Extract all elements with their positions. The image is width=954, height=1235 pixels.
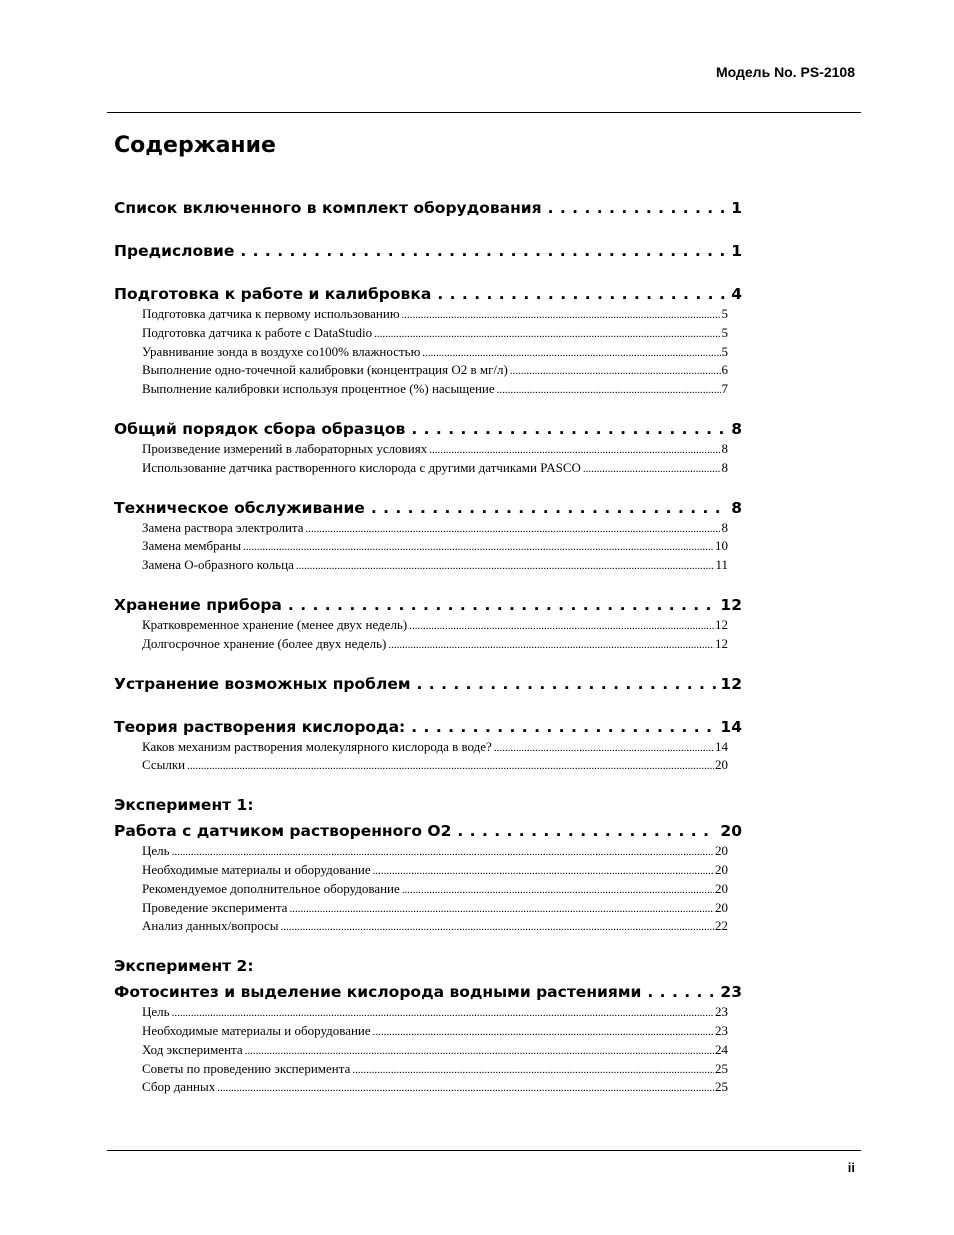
toc-subsection-title: Произведение измерений в лабораторных условиях (142, 440, 428, 456)
section-gap (114, 775, 742, 794)
toc-dot-leader (281, 917, 714, 936)
toc-dot-leader (457, 820, 716, 842)
toc-subsection-title: Подготовка датчика к первому использованию (142, 306, 400, 321)
toc-dot-leader (373, 1022, 714, 1041)
toc-subsection-entry[interactable] (142, 1022, 728, 1041)
toc-dot-leader (583, 459, 721, 478)
toc-dot-leader (374, 324, 720, 343)
toc-subsection-entry[interactable] (142, 537, 728, 556)
toc-subsection-entry[interactable] (142, 616, 728, 635)
toc-subsection-title: Выполнение одно-точечной калибровки (концентрация O2 в мг/л) (142, 362, 508, 378)
toc-subsection-entry[interactable] (142, 1003, 728, 1022)
toc-dot-leader (187, 756, 714, 775)
toc-subsection-title: Проведение эксперимента (142, 899, 288, 915)
toc-subsection-entry[interactable] (142, 440, 728, 459)
toc-subsection-page: 14 (715, 738, 728, 754)
toc-subsection-title: Сбор данных (142, 1079, 216, 1095)
toc-dot-leader (288, 594, 717, 616)
toc-subsection-entry[interactable] (142, 380, 728, 399)
toc-subsection-page: 22 (715, 918, 728, 934)
footer-rule (107, 1150, 861, 1151)
toc-subsection-title: Замена мембраны (142, 538, 242, 554)
section-gap (114, 575, 742, 594)
toc-subsection-page: 8 (721, 519, 728, 535)
toc-subsection-page: 12 (715, 616, 728, 632)
toc-subsection-page: 8 (721, 459, 728, 475)
toc-subsection-title: Цель (142, 1004, 170, 1020)
toc-dot-leader (352, 1060, 714, 1079)
toc-subsection-title: Долгосрочное хранение (более двух недель) (142, 635, 387, 651)
section-gap (114, 262, 742, 283)
toc-section-entry[interactable] (114, 497, 742, 519)
toc-subsection-title: Цель (142, 843, 170, 859)
toc-subsection-entry[interactable] (142, 917, 728, 936)
toc-dot-leader (243, 537, 714, 556)
section-gap (114, 936, 742, 955)
toc-subsection-title: Каков механизм растворения молекулярного кислорода в воде? (142, 738, 492, 754)
toc-dot-leader (373, 861, 714, 880)
toc-section-entry[interactable] (114, 594, 742, 616)
toc-dot-leader (411, 716, 716, 738)
toc-subsection-entry[interactable] (142, 343, 728, 362)
toc-subsection-page: 20 (715, 880, 728, 896)
toc-section-title: Предисловие (114, 242, 235, 260)
toc-dot-leader (172, 1003, 714, 1022)
toc-subsection-entry[interactable] (142, 861, 728, 880)
section-gap (114, 478, 742, 497)
toc-subsection-title: Ссылки (142, 757, 186, 773)
toc-dot-leader (172, 842, 714, 861)
section-gap (114, 399, 742, 418)
toc-subsection-entry[interactable] (142, 842, 728, 861)
toc-section-entry[interactable] (114, 981, 742, 1003)
toc-subsection-entry[interactable] (142, 880, 728, 899)
toc-subsection-entry[interactable] (142, 361, 728, 380)
toc-subsection-page: 5 (721, 306, 728, 321)
header-rule (107, 112, 861, 113)
toc-subsection-entry[interactable] (142, 519, 728, 538)
toc-dot-leader (411, 418, 727, 440)
toc-dot-leader (388, 635, 714, 654)
toc-subsection-page: 12 (715, 635, 728, 651)
toc-section-page: 20 (720, 822, 742, 841)
toc-subsection-entry[interactable] (142, 1078, 728, 1097)
toc-subsection-page: 5 (721, 343, 728, 359)
toc-section-entry[interactable] (114, 197, 742, 219)
section-gap (114, 654, 742, 673)
toc-section-title: Техническое обслуживание (114, 498, 365, 517)
toc-section-page: 1 (731, 242, 742, 260)
toc-section-page: 23 (720, 983, 742, 1002)
toc-subsection-page: 11 (715, 557, 728, 573)
toc-subsection-title: Уравнивание зонда в воздухе со100% влажностью (142, 343, 421, 359)
toc-subsection-entry[interactable] (142, 899, 728, 918)
toc-subsection-page: 25 (715, 1060, 728, 1076)
toc-section-title: Устранение возможных проблем (114, 674, 411, 693)
toc-dot-leader (402, 305, 721, 324)
toc-section-entry[interactable] (114, 673, 742, 695)
toc-dot-leader (647, 981, 716, 1003)
toc-dot-leader (409, 616, 714, 635)
toc-subsection-page: 20 (715, 861, 728, 877)
toc-section-title: Фотосинтез и выделение кислорода водными растениями (114, 983, 642, 1002)
section-gap (114, 695, 742, 716)
toc-subsection-title: Анализ данных/вопросы (142, 918, 279, 934)
toc-dot-leader (548, 197, 728, 219)
toc-subsection-entry[interactable] (142, 324, 728, 343)
toc-section-entry[interactable] (114, 716, 742, 738)
toc-section-title: Список включенного в комплект оборудования (114, 199, 542, 217)
toc-subsection-page: 7 (721, 381, 728, 397)
toc-dot-leader (417, 673, 717, 695)
toc-subsection-entry[interactable] (142, 738, 728, 757)
toc-subsection-title: Выполнение калибровки используя процентное (%) насыщение (142, 381, 495, 397)
toc-dot-leader (429, 440, 720, 459)
toc-experiment-label: Эксперимент 2: (114, 957, 254, 976)
toc-dot-leader (494, 738, 714, 757)
toc-section-page: 12 (720, 674, 742, 693)
toc-subsection-title: Ход эксперимента (142, 1041, 243, 1057)
toc-subsection-title: Замена O-образного кольца (142, 557, 294, 573)
section-gap (114, 219, 742, 240)
toc-subsection-entry[interactable] (142, 756, 728, 775)
toc-subsection-entry[interactable] (142, 305, 728, 324)
toc-subsection-entry[interactable] (142, 556, 728, 575)
toc-dot-leader (510, 361, 721, 380)
toc-dot-leader (422, 343, 720, 362)
toc-section-title: Подготовка к работе и калибровка (114, 285, 432, 303)
toc-subsection-page: 20 (715, 843, 728, 859)
toc-section-page: 12 (720, 595, 742, 614)
toc-section-title: Общий порядок сбора образцов (114, 419, 406, 438)
toc-section-entry[interactable] (114, 418, 742, 440)
header-model-number: Модель No. PS-2108 (715, 64, 855, 80)
page-number: ii (847, 1160, 855, 1175)
toc-section-page: 8 (731, 419, 742, 438)
toc-subsection-page: 25 (715, 1079, 728, 1095)
toc-subsection-page: 20 (715, 757, 728, 773)
toc-dot-leader (371, 497, 727, 519)
toc-subsection-page: 23 (715, 1022, 728, 1038)
toc-section-page: 14 (720, 717, 742, 736)
toc-subsection-page: 20 (715, 899, 728, 915)
toc-dot-leader (296, 556, 715, 575)
toc-subsection-title: Советы по проведению эксперимента (142, 1060, 351, 1076)
toc-subsection-title: Рекомендуемое дополнительное оборудование (142, 880, 400, 896)
toc-section-title: Хранение прибора (114, 595, 282, 614)
toc-section-title: Работа с датчиком растворенного O2 (114, 822, 452, 841)
toc-dot-leader (289, 899, 714, 918)
toc-subsection-page: 6 (721, 362, 728, 378)
toc-section-page: 1 (731, 199, 742, 217)
toc-section-entry[interactable] (114, 283, 742, 305)
toc-subsection-title: Подготовка датчика к работе с DataStudio (142, 324, 373, 340)
toc-dot-leader (217, 1078, 714, 1097)
toc-subsection-page: 5 (721, 324, 728, 340)
toc-section-entry[interactable] (114, 240, 742, 262)
toc-dot-leader (497, 380, 721, 399)
toc-subsection-page: 24 (715, 1041, 728, 1057)
toc-section-page: 8 (731, 498, 742, 517)
page-title: Содержание (114, 133, 276, 158)
toc-experiment-label: Эксперимент 1: (114, 796, 254, 815)
table-of-contents (114, 197, 742, 1097)
toc-subsection-title: Использование датчика растворенного кислорода с другими датчиками PASCO (142, 459, 581, 475)
toc-dot-leader (306, 519, 721, 538)
toc-dot-leader (245, 1041, 714, 1060)
toc-dot-leader (402, 880, 714, 899)
toc-subsection-page: 10 (715, 538, 728, 554)
toc-subsection-page: 23 (715, 1004, 728, 1020)
toc-section-title: Теория растворения кислорода: (114, 717, 406, 736)
toc-subsection-title: Замена раствора электролита (142, 519, 304, 535)
toc-subsection-title: Необходимые материалы и оборудование (142, 1022, 371, 1038)
toc-subsection-entry[interactable] (142, 1060, 728, 1079)
toc-subsection-title: Необходимые материалы и оборудование (142, 861, 371, 877)
toc-dot-leader (437, 283, 727, 305)
toc-section-page: 4 (731, 285, 742, 303)
toc-subsection-title: Кратковременное хранение (менее двух недель) (142, 616, 408, 632)
toc-subsection-entry[interactable] (142, 1041, 728, 1060)
toc-subsection-entry[interactable] (142, 635, 728, 654)
toc-subsection-entry[interactable] (142, 459, 728, 478)
toc-dot-leader (240, 240, 727, 262)
toc-subsection-page: 8 (721, 440, 728, 456)
toc-section-entry[interactable] (114, 820, 742, 842)
